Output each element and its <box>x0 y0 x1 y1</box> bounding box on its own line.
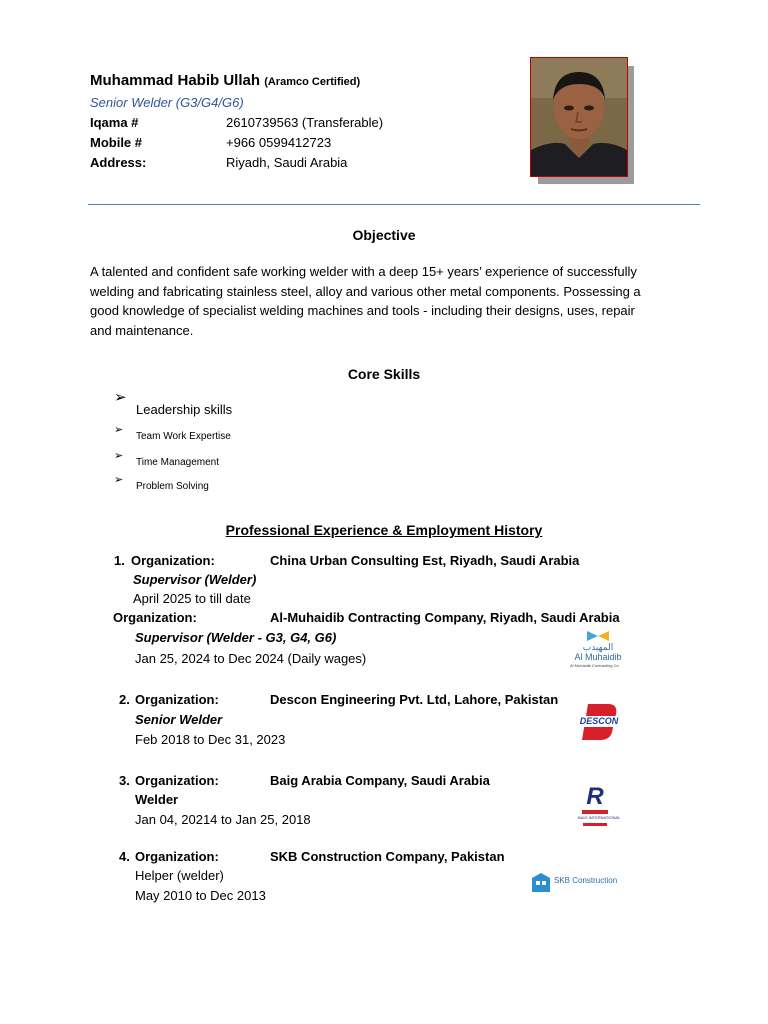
organization-label: Organization: <box>131 553 215 568</box>
position-title: Helper (welder) <box>135 868 224 883</box>
employment-dates: Jan 25, 2024 to Dec 2024 (Daily wages) <box>135 651 367 666</box>
mobile-label: Mobile # <box>90 135 143 150</box>
organization-label: Organization: <box>135 849 219 864</box>
employment-dates: May 2010 to Dec 2013 <box>135 888 266 903</box>
entry-number: 3. <box>119 773 130 788</box>
position-title: Welder <box>135 792 179 807</box>
arrow-bullet-icon: ➢ <box>114 450 124 462</box>
employment-dates: Feb 2018 to Dec 31, 2023 <box>135 732 286 747</box>
mobile-value: +966 0599412723 <box>226 135 332 150</box>
objective-heading: Objective <box>352 227 416 243</box>
entry-number: 1. <box>114 553 125 568</box>
arrow-bullet-icon: ➢ <box>114 389 127 406</box>
position-title: Senior Welder <box>135 712 223 727</box>
skill-item: Leadership skills <box>136 402 233 417</box>
objective-text <box>90 262 690 340</box>
objective-line: A talented and confident safe working welder with a deep 15+ years’ experience of successfully <box>90 264 637 279</box>
skill-item: Time Management <box>136 457 219 468</box>
organization-name: Baig Arabia Company, Saudi Arabia <box>270 773 490 788</box>
objective-line: good knowledge of specialist welding machines and tools - including their designs, uses, repair <box>90 303 635 318</box>
position-title: Supervisor (Welder) <box>133 572 257 587</box>
core-skills-heading: Core Skills <box>347 366 421 382</box>
baig-international-logo <box>578 783 621 832</box>
organization-name: China Urban Consulting Est, Riyadh, Saudi Arabia <box>270 553 580 568</box>
organization-label: Organization: <box>135 692 219 707</box>
employment-dates: April 2025 to till date <box>133 591 251 606</box>
experience-heading: Professional Experience & Employment History <box>225 522 543 538</box>
baig-logo-letter: R <box>586 783 604 810</box>
header-divider <box>88 204 700 205</box>
baig-logo-caption-bar <box>583 823 607 826</box>
skill-item: Problem Solving <box>136 481 209 492</box>
position-title: Supervisor (Welder - G3, G4, G6) <box>135 630 337 645</box>
iqama-label: Iqama # <box>90 115 139 130</box>
organization-name: SKB Construction Company, Pakistan <box>270 849 505 864</box>
organization-label: Organization: <box>135 773 219 788</box>
skb-construction-logo <box>530 870 618 894</box>
organization-name: Al-Muhaidib Contracting Company, Riyadh, Saudi Arabia <box>270 610 620 625</box>
al-muhaidib-arabic: المهيدب <box>582 642 614 652</box>
objective-line: and maintenance. <box>90 322 194 338</box>
address-value: Riyadh, Saudi Arabia <box>226 155 348 170</box>
objective-line: welding and fabricating stainless steel, alloy and various other metal components. Possessing a <box>90 283 641 299</box>
address-label: Address: <box>90 155 147 170</box>
al-muhaidib-logo <box>570 630 626 676</box>
organization-name: Descon Engineering Pvt. Ltd, Lahore, Pakistan <box>270 692 559 707</box>
descon-wordmark: DESCON <box>579 716 619 726</box>
arrow-bullet-icon: ➢ <box>114 474 124 486</box>
iqama-value: 2610739563 (Transferable) <box>226 115 384 130</box>
al-muhaidib-sub: Al Muhaidib Contracting Co <box>570 663 619 668</box>
skill-item: Team Work Expertise <box>136 431 231 442</box>
candidate-name <box>90 72 360 89</box>
descon-logo <box>578 702 620 742</box>
profile-photo <box>530 57 628 177</box>
certification-note: (Aramco Certified) <box>264 76 361 88</box>
baig-logo-caption: BAIG INTERNATIONAL <box>578 815 621 820</box>
entry-number: 2. <box>119 692 130 707</box>
job-title: Senior Welder (G3/G4/G6) <box>90 95 244 110</box>
organization-label: Organization: <box>113 610 197 625</box>
candidate-name-text: Muhammad Habib Ullah <box>90 72 261 89</box>
employment-dates: Jan 04, 20214 to Jan 25, 2018 <box>135 812 311 827</box>
entry-number: 4. <box>119 849 130 864</box>
arrow-bullet-icon: ➢ <box>114 424 124 436</box>
skb-wordmark: SKB Construction <box>554 876 618 885</box>
al-muhaidib-name: Al Muhaidib <box>574 652 622 662</box>
